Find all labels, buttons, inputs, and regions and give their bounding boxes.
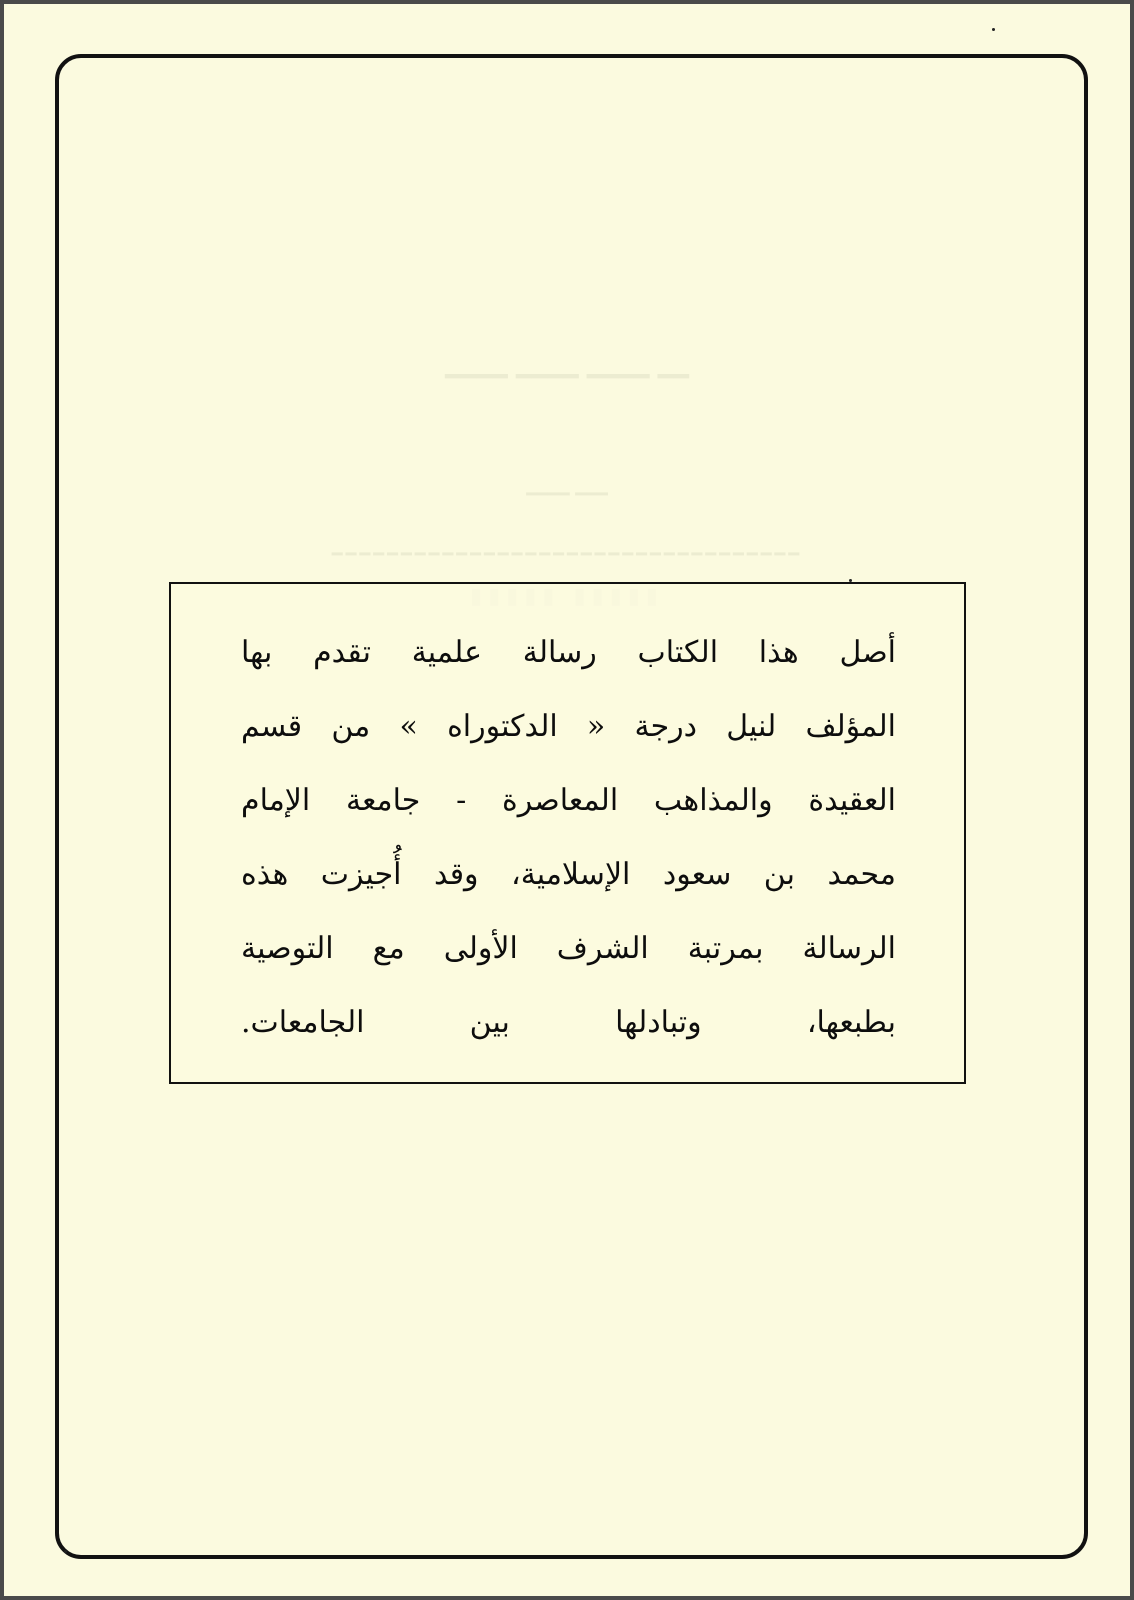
bleed-through-decoration: ━━━ ━━━━ [526,484,608,505]
statement-line: أصل هذا الكتاب رسالة علمية تقدم بها [241,635,896,670]
thesis-statement [241,616,896,1060]
scan-speck [992,28,995,31]
statement-box [169,582,966,1084]
statement-line: الرسالة بمرتبة الشرف الأولى مع التوصية [241,931,896,966]
bleed-through-decoration: ━━ ━━━━ ━━━━ ━━━━ [445,362,689,392]
bleed-through-decoration: ━━━━━━━━━━━━━━━━━━━━━━━━━━━━━━━━━━ [331,544,803,565]
statement-line: المؤلف لنيل درجة « الدكتوراه » من قسم [241,709,896,744]
statement-line: العقيدة والمذاهب المعاصرة - جامعة الإمام [241,783,896,818]
statement-line: محمد بن سعود الإسلامية، وقد أُجيزت هذه [241,857,896,892]
statement-line: بطبعها، وتبادلها بين الجامعات. [241,1005,896,1040]
scan-speck [64,1550,67,1553]
